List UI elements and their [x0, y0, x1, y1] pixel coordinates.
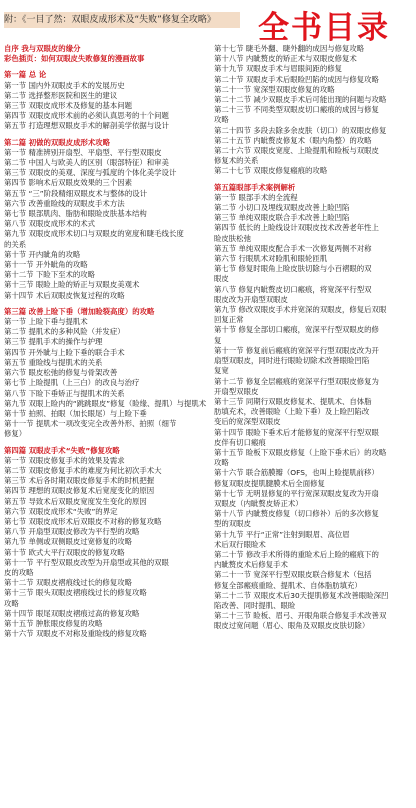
toc-entry: 第二十节 双眼皮手术后眼睑凹陷的成因与修复攻略 [214, 74, 379, 84]
toc-entry: 第十三节 同期行双眼皮修复术、提肌术、自体脂 [214, 396, 372, 406]
toc-entry: 第八节 下睑下垂矫正与提肌术的关系 [4, 388, 125, 398]
toc-entry: 第四节 低长的上睑线设计双眼皮技术改善老年性上 [214, 223, 379, 233]
book-subtitle: 附：《一目了然：双眼皮成形术及“失败”修复全攻略》 [4, 12, 240, 28]
toc-entry: 第十节 欧式大平行双眼皮的修复攻略 [4, 547, 125, 557]
toc-entry: 第三节 术后各时期双眼皮修复手术的时机把握 [4, 476, 155, 486]
toc-entry: 双眼皮（内眦赘皮矫正术） [214, 498, 303, 508]
toc-entry: 第二十七节 双眼皮修复瘢痕的攻略 [214, 166, 328, 176]
section-heading: 第四篇 双眼皮手术“失败”修复攻略 [4, 445, 120, 455]
toc-entry: 第三节 提肌手术的操作与护理 [4, 337, 103, 347]
toc-entry: 第一节 上睑下垂与提肌术 [4, 317, 88, 327]
toc-entry: 第一节 眼部手术的全流程 [214, 192, 298, 202]
toc-entry: 第十三节 眼睑上睑的矫正与双眼皮美观术 [4, 280, 140, 290]
section-heading: 自序 我与双眼皮的缘分 [4, 44, 81, 53]
toc-entry: 第十七节 睫毛外翻、睫外翻的成因与修复攻略 [214, 44, 365, 53]
toc-entry: 第二节 中国人与欧美人的区别（眼部特征）和审美 [4, 158, 169, 168]
toc-entry: 第四节 影响术后双眼皮效果的三个因素 [4, 178, 132, 188]
toc-entry: 第二节 提肌术的多种风险（并发症） [4, 327, 125, 337]
toc-entry: 第十一节 修复前后瘢痕的宽深平行型双眼皮改为开 [214, 345, 379, 355]
toc-entry: 第十三节 眼头双眼皮褶痕线过长的修复攻略 [4, 588, 147, 598]
toc-entry: 皮的攻略 [4, 567, 34, 577]
toc-entry: 第八节 开扇型双眼皮修改为平行型的攻略 [4, 527, 140, 537]
toc-entry: 陷改善、同时提肌、眼睑 [214, 600, 296, 610]
toc-entry: 第十一节 平行型双眼皮改型为开扇型或其他的双眼 [4, 557, 169, 567]
toc-entry: 第四节 理想的双眼皮修复术后宽度变化的原因 [4, 486, 155, 496]
toc-entry: 第二十二节 减少双眼皮手术后可能出现的问题与攻略 [214, 95, 387, 105]
toc-entry: 眼皮 [214, 274, 229, 284]
toc-entry: 第十节 拍照、拍眼（加长眼尾）与上睑下垂 [4, 408, 147, 418]
toc-entry: 第十八节 内眦赘皮修复（切口修补）后的多次修复 [214, 509, 379, 519]
toc-entry: 第七节 双眼皮成形术后双眼皮不对称的修复攻略 [4, 516, 162, 526]
toc-entry: 第五节 重睑线与提肌术的关系 [4, 357, 103, 367]
section-heading: 彩色插页：如何双眼皮失败修复的漫画故事 [4, 54, 145, 64]
toc-entry: 第七节 眼部肌肉、脂肪和眼睑皮肤基本结构 [4, 209, 147, 219]
toc-entry: 第四节 开外眦与上睑下垂的联合手术 [4, 347, 125, 357]
toc-entry: 第二十五节 内眦赘皮修复术（眼内角整）的攻略 [214, 135, 372, 145]
toc-entry: 第十九节 平行“正常”注射到眼眉、高位眉 [214, 529, 350, 539]
toc-entry: 第二十三节 不同类型双眼皮切口瘢痕的成因与修复 [214, 105, 379, 115]
toc-entry: 第十五节 睑板下双眼皮修复（上睑下垂术后）的攻略 [214, 447, 387, 457]
toc-entry: 修复术的关系 [214, 156, 259, 166]
toc-entry: 第十二节 下睑下至术的攻略 [4, 270, 96, 280]
toc-entry: 回复正常 [214, 315, 244, 325]
toc-entry: 第二十四节 多段去除多余皮肤（切口）的双眼皮修复 [214, 125, 387, 135]
toc-entry: 开扇型双眼皮 [214, 386, 259, 396]
toc-entry: 第二节 双眼皮修复手术的难度为何比初次手术大 [4, 465, 162, 475]
toc-entry: 皮伴有切口瘢痕 [214, 437, 266, 447]
toc-entry: 第二十一节 宽深型双眼皮修复的攻略 [214, 84, 335, 94]
toc-entry: 第五节 单纯双眼皮配合手术一次修复两侧不对称 [214, 243, 372, 253]
toc-entry: 攻略 [214, 458, 229, 468]
toc-entry: 的关系 [4, 239, 27, 249]
toc-entry: 第五节 “三”阶段精细双眼皮术与整体的设计 [4, 188, 148, 198]
toc-entry: 第十二节 双眼皮褶痕线过长的修复攻略 [4, 578, 132, 588]
toc-entry: 第十二节 修复全层瘢痕的宽深平行型双眼皮修复为 [214, 376, 379, 386]
toc-entry: 第十四节 术后双眼皮恢复过程的攻略 [4, 290, 125, 300]
toc-entry: 眼皮改为开扇型双眼皮 [214, 294, 288, 304]
toc-entry: 第二节 选择整形医院和医生的建议 [4, 90, 118, 100]
toc-entry: 型的双眼皮 [214, 519, 251, 529]
toc-entry: 第十节 开内眦角的攻略 [4, 249, 81, 259]
toc-entry: 第六节 改善重睑线的双眼皮手术方法 [4, 198, 125, 208]
toc-entry: 第四节 双眼皮成形术前的必须认真思考的十个问题 [4, 111, 169, 121]
toc-entry: 第七节 上睑提肌（上三白）的改良与治疗 [4, 378, 140, 388]
toc-entry: 第三节 单纯双眼皮联合手术改善上睑凹陷 [214, 213, 350, 223]
toc-entry: 第九节 修改双眼皮手术并宽深的双眼皮，修复后双眼 [214, 305, 387, 315]
toc-entry: 修复双眼皮提肌腱膜术后全面修复 [214, 478, 325, 488]
toc-entry: 第一节 双眼皮修复手术的效果及需求 [4, 455, 125, 465]
toc-entry: 第六节 眼皮松弛的修复与骨架改善 [4, 368, 118, 378]
toc-entry: 攻略 [214, 115, 229, 125]
toc-entry: 第六节 双眼皮成形术“失败”的界定 [4, 506, 118, 516]
left-toc-column [4, 44, 210, 639]
toc-entry: 复宽 [214, 366, 229, 376]
toc-entry: 变后的宽深型双眼皮 [214, 417, 281, 427]
toc-entry: 修复） [4, 429, 27, 439]
toc-entry: 第五节 打造理想双眼皮手术的解剖美学依据与设计 [4, 121, 169, 131]
toc-entry: 修复全部瘢痕重睑、提肌术、自体脂肪填充） [214, 580, 362, 590]
section-heading: 第二篇 初做的双眼皮成形术攻略 [4, 137, 111, 147]
toc-entry: 第二十三节 睑板、眉弓、开眼角联合修复手术改善双 [214, 611, 387, 621]
toc-entry: 第十四节 眼尾双眼皮褶痕过高的修复攻略 [4, 608, 140, 618]
toc-entry: 第八节 修复内眦赘皮切口瘢痕，将宽深平行型双 [214, 284, 372, 294]
toc-entry: 眼皮过宽问题（眉心、眼角及双眼皮皮肤切除） [214, 621, 370, 631]
toc-entry: 第二节 小切口及埋线双眼皮改善上睑凹陷 [214, 203, 350, 213]
toc-entry: 扇型双眼皮，同时进行眼睑切除术改善眼睑凹陷 [214, 356, 370, 366]
toc-entry: 第九节 双眼上睑内的“跳跳眼皮”修复（睑缘、提肌）与提肌术 [4, 398, 207, 408]
toc-entry: 第十八节 内眦赘皮的矫正术与双眼皮修复术 [214, 54, 357, 64]
toc-entry: 术后双行眼睑术 [214, 539, 266, 549]
section-heading: 第三篇 改善上睑下垂（增加睑裂高度）的攻略 [4, 306, 155, 316]
toc-entry: 第九节 双眼皮成形术切口与双眼皮的宽度和睫毛线长度 [4, 229, 184, 239]
toc-entry: 第十一节 开外眦角的攻略 [4, 260, 88, 270]
toc-entry: 第十四节 眼睑下垂术后才能修复的宽深平行型双眼 [214, 427, 379, 437]
toc-entry: 肪填充术，改善眼睑（上睑下垂）及上睑凹陷改 [214, 407, 370, 417]
toc-entry: 第十一节 提肌术一项改变完全改善外形、拍照（细节 [4, 419, 177, 429]
toc-entry: 睑皮肤松弛 [214, 233, 251, 243]
toc-entry: 第十七节 无明显修复的平行宽深双眼皮复改为开扇 [214, 488, 379, 498]
toc-entry: 第三节 双眼皮成形术及修复的基本问题 [4, 101, 132, 111]
toc-entry: 第十五节 肿胀眼皮修复的攻略 [4, 618, 103, 628]
toc-entry: 第十六节 双眼皮不对称及重睑线的修复攻略 [4, 629, 147, 639]
right-toc-column [214, 44, 414, 632]
page-title: 全书目录 [258, 10, 390, 46]
toc-entry: 第二十六节 双眼皮宽度、上睑提肌和睑板与双眼皮 [214, 146, 379, 156]
toc-entry: 第二十二节 双眼皮术后30天提肌修复术改善眼睑深凹 [214, 590, 389, 600]
section-heading: 第五篇眼部手术案例解析 [214, 182, 296, 192]
toc-entry: 第九节 单侧或双侧眼皮过宽修复的攻略 [4, 537, 132, 547]
toc-entry: 第六节 行眼肌术对睑肌和眼轮匝肌 [214, 254, 328, 264]
toc-entry: 第十节 修复全部切口瘢痕，宽深平行型双眼皮的修 [214, 325, 379, 335]
toc-entry: 复 [214, 335, 222, 345]
toc-entry: 第十六节 联合筋膜瓣（OFS，也叫上睑提肌前移） [214, 468, 379, 478]
toc-entry: 第二十节 修改手术所得的重睑术后上睑的瘢痕下的 [214, 549, 379, 559]
toc-entry: 第八节 双眼皮成形术的术式 [4, 219, 96, 229]
header [0, 0, 416, 46]
toc-entry: 第七节 修复时眼角上睑皮肤切除与小百褶眼的双 [214, 264, 372, 274]
toc-entry: 攻略 [4, 598, 19, 608]
toc-entry: 第二十一节 宽深平行型双眼皮联合修复术（包括 [214, 570, 372, 580]
toc-entry: 第五节 导致术后双眼皮宽度发生变化的原因 [4, 496, 147, 506]
toc-entry: 第三节 双眼皮的美观、深度与弧度的个体化美学设计 [4, 168, 177, 178]
section-heading: 第一篇 总 论 [4, 70, 47, 80]
toc-entry: 内眦赘皮术后修复手术 [214, 560, 288, 570]
toc-entry: 第一节 国内外双眼皮手术的发展历史 [4, 80, 125, 90]
toc-entry: 第十九节 双眼皮手术与眉眼间距的修复 [214, 64, 342, 74]
toc-entry: 第一节 精准辨别开扇型、平扇型、平行型双眼皮 [4, 147, 162, 157]
